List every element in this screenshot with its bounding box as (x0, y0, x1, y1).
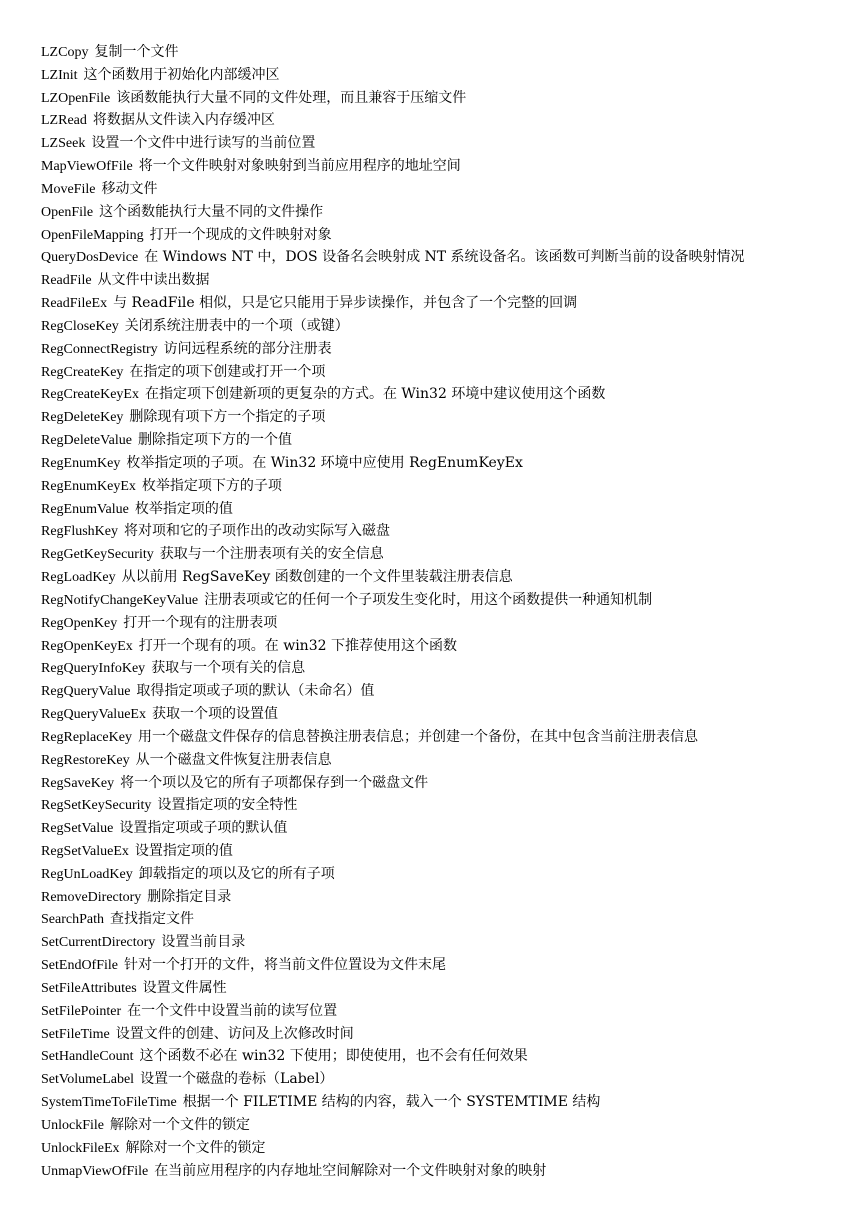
list-item (41, 817, 851, 840)
list-item (41, 1114, 851, 1137)
list-item (41, 406, 851, 429)
list-item (41, 178, 851, 201)
function-name: ReadFileEx (41, 296, 108, 312)
function-name: RegLoadKey (41, 570, 116, 586)
function-name: RegQueryValueEx (41, 707, 146, 723)
function-description: 将一个文件映射对象映射到当前应用程序的地址空间 (138, 158, 461, 175)
function-description: 设置指定项或子项的默认值 (119, 820, 288, 837)
list-item (41, 840, 851, 863)
list-item (41, 361, 851, 384)
function-name: OpenFileMapping (41, 227, 144, 243)
function-description: 获取一个项的设置值 (151, 706, 278, 723)
function-name: RegDeleteKey (41, 410, 124, 426)
list-item (41, 749, 851, 772)
list-item (41, 41, 851, 64)
function-description: 打开一个现成的文件映射对象 (149, 226, 332, 243)
function-description: 设置当前目录 (161, 934, 246, 951)
function-description: 删除现有项下方一个指定的子项 (129, 409, 326, 426)
function-name: SetCurrentDirectory (41, 935, 156, 951)
function-name: RegEnumValue (41, 501, 129, 517)
function-description: 枚举指定项的值 (134, 500, 233, 517)
function-name: SetHandleCount (41, 1049, 134, 1065)
list-item (41, 201, 851, 224)
function-description: 枚举指定项的子项。在 Win32 环境中应使用 RegEnumKeyEx (126, 454, 523, 471)
function-description: 这个函数能执行大量不同的文件操作 (99, 203, 324, 220)
list-item (41, 87, 851, 110)
function-description: 查找指定文件 (109, 911, 194, 928)
list-item (41, 908, 851, 931)
function-description: 移动文件 (101, 180, 158, 197)
function-description: 解除对一个文件的锁定 (110, 1116, 250, 1133)
function-name: LZSeek (41, 136, 86, 152)
function-name: RegCreateKey (41, 364, 124, 380)
function-description: 删除指定目录 (147, 888, 232, 905)
list-item (41, 1023, 851, 1046)
function-description: 取得指定项或子项的默认（未命名）值 (136, 683, 375, 700)
function-description: 设置指定项的值 (134, 842, 233, 859)
function-name: SearchPath (41, 912, 104, 928)
function-name: RegQueryValue (41, 684, 131, 700)
list-item (41, 794, 851, 817)
function-name: RegEnumKeyEx (41, 478, 136, 494)
list-item (41, 977, 851, 1000)
list-item (41, 543, 851, 566)
list-item (41, 1068, 851, 1091)
function-name: LZCopy (41, 45, 89, 60)
list-item (41, 155, 851, 178)
function-description: 用一个磁盘文件保存的信息替换注册表信息；并创建一个备份，在其中包含当前注册表信息 (137, 728, 698, 745)
function-description: 设置一个磁盘的卷标（Label） (140, 1071, 334, 1088)
list-item (41, 863, 851, 886)
function-description: 在一个文件中设置当前的读写位置 (127, 1002, 338, 1019)
function-description: 设置文件属性 (142, 979, 227, 996)
list-item (41, 338, 851, 361)
function-name: RemoveDirectory (41, 889, 142, 905)
function-description: 在指定项下创建新项的更复杂的方式。在 Win32 环境中建议使用这个函数 (144, 386, 606, 403)
list-item (41, 1091, 851, 1114)
list-item (41, 635, 851, 658)
function-description: 设置文件的创建、访问及上次修改时间 (115, 1025, 354, 1042)
function-description: 打开一个现有的项。在 win32 下推荐使用这个函数 (138, 637, 457, 654)
function-name: RegNotifyChangeKeyValue (41, 592, 199, 608)
function-description: 在 Windows NT 中，DOS 设备名会映射成 NT 系统设备名。该函数可判断当前的设备映射情况 (144, 249, 745, 266)
list-item (41, 383, 851, 406)
function-name: MoveFile (41, 181, 96, 197)
function-name: RegEnumKey (41, 455, 121, 471)
function-name: SetVolumeLabel (41, 1072, 135, 1088)
list-item (41, 1160, 851, 1183)
function-description: 这个函数用于初始化内部缓冲区 (83, 66, 280, 83)
list-item (41, 589, 851, 612)
function-name: UnmapViewOfFile (41, 1163, 149, 1179)
function-description: 将数据从文件读入内存缓冲区 (92, 112, 275, 129)
function-name: RegFlushKey (41, 524, 118, 540)
function-description: 从文件中读出数据 (97, 272, 210, 289)
function-description: 与 ReadFile 相似，只是它只能用于异步读操作，并包含了一个完整的回调 (113, 295, 578, 312)
function-name: SetFileTime (41, 1026, 110, 1042)
function-name: RegRestoreKey (41, 752, 130, 768)
function-description: 这个函数不必在 win32 下使用；即使使用，也不会有任何效果 (139, 1048, 528, 1065)
function-name: LZInit (41, 67, 78, 83)
function-name: SetFileAttributes (41, 980, 137, 996)
list-item (41, 246, 851, 269)
api-function-list (41, 41, 851, 1182)
list-item (41, 269, 851, 292)
list-item (41, 612, 851, 635)
function-name: SystemTimeToFileTime (41, 1095, 177, 1111)
function-name: RegSetKeySecurity (41, 798, 152, 814)
function-description: 枚举指定项下方的子项 (141, 477, 282, 494)
function-name: OpenFile (41, 204, 94, 220)
function-name: SetEndOfFile (41, 958, 118, 974)
list-item (41, 64, 851, 87)
list-item (41, 452, 851, 475)
function-description: 将一个项以及它的所有子项都保存到一个磁盘文件 (120, 774, 429, 791)
function-description: 获取与一个注册表项有关的安全信息 (159, 546, 384, 563)
list-item (41, 224, 851, 247)
list-item (41, 1000, 851, 1023)
list-item (41, 1045, 851, 1068)
function-name: SetFilePointer (41, 1003, 122, 1019)
function-description: 打开一个现有的注册表项 (123, 614, 278, 631)
function-description: 注册表项或它的任何一个子项发生变化时，用这个函数提供一种通知机制 (204, 591, 653, 608)
function-name: RegOpenKeyEx (41, 638, 133, 654)
function-description: 卸载指定的项以及它的所有子项 (138, 865, 335, 882)
function-name: RegConnectRegistry (41, 341, 158, 357)
list-item (41, 1137, 851, 1160)
function-name: RegReplaceKey (41, 729, 132, 745)
function-name: RegUnLoadKey (41, 866, 133, 882)
function-name: RegSetValueEx (41, 843, 129, 859)
function-name: LZRead (41, 113, 87, 129)
function-description: 解除对一个文件的锁定 (125, 1139, 266, 1156)
function-name: RegQueryInfoKey (41, 661, 146, 677)
list-item (41, 498, 851, 521)
function-description: 设置指定项的安全特性 (157, 797, 298, 814)
function-description: 该函数能执行大量不同的文件处理，而且兼容于压缩文件 (116, 89, 467, 106)
list-item (41, 954, 851, 977)
function-name: QueryDosDevice (41, 250, 139, 266)
function-name: UnlockFile (41, 1117, 104, 1133)
function-description: 获取与一个项有关的信息 (151, 660, 306, 677)
function-name: RegCloseKey (41, 318, 119, 334)
function-description: 根据一个 FILETIME 结构的内容，载入一个 SYSTEMTIME 结构 (182, 1094, 601, 1111)
list-item (41, 109, 851, 132)
function-name: RegOpenKey (41, 615, 118, 631)
list-item (41, 772, 851, 795)
function-description: 访问远程系统的部分注册表 (163, 340, 332, 357)
list-item (41, 726, 851, 749)
function-name: RegSetValue (41, 821, 114, 837)
function-name: LZOpenFile (41, 90, 111, 106)
function-description: 设置一个文件中进行读写的当前位置 (91, 135, 316, 152)
function-name: ReadFile (41, 273, 92, 289)
list-item (41, 520, 851, 543)
function-description: 从以前用 RegSaveKey 函数创建的一个文件里装载注册表信息 (121, 569, 513, 586)
list-item (41, 315, 851, 338)
list-item (41, 132, 851, 155)
function-description: 关闭系统注册表中的一个项（或键） (124, 317, 349, 334)
function-description: 在指定的项下创建或打开一个项 (129, 363, 326, 380)
function-name: UnlockFileEx (41, 1140, 120, 1156)
list-item (41, 886, 851, 909)
list-item (41, 429, 851, 452)
function-description: 从一个磁盘文件恢复注册表信息 (135, 751, 332, 768)
function-description: 复制一个文件 (94, 44, 179, 60)
function-name: RegSaveKey (41, 775, 115, 791)
list-item (41, 931, 851, 954)
function-description: 将对项和它的子项作出的改动实际写入磁盘 (124, 523, 390, 540)
list-item (41, 703, 851, 726)
function-name: RegCreateKeyEx (41, 387, 139, 403)
function-name: RegDeleteValue (41, 433, 132, 449)
function-description: 针对一个打开的文件，将当前文件位置设为文件末尾 (124, 957, 446, 974)
list-item (41, 657, 851, 680)
function-name: MapViewOfFile (41, 159, 133, 175)
list-item (41, 566, 851, 589)
function-description: 在当前应用程序的内存地址空间解除对一个文件映射对象的映射 (154, 1162, 547, 1179)
function-description: 删除指定项下方的一个值 (137, 432, 292, 449)
list-item (41, 292, 851, 315)
function-name: RegGetKeySecurity (41, 547, 154, 563)
list-item (41, 475, 851, 498)
list-item (41, 680, 851, 703)
